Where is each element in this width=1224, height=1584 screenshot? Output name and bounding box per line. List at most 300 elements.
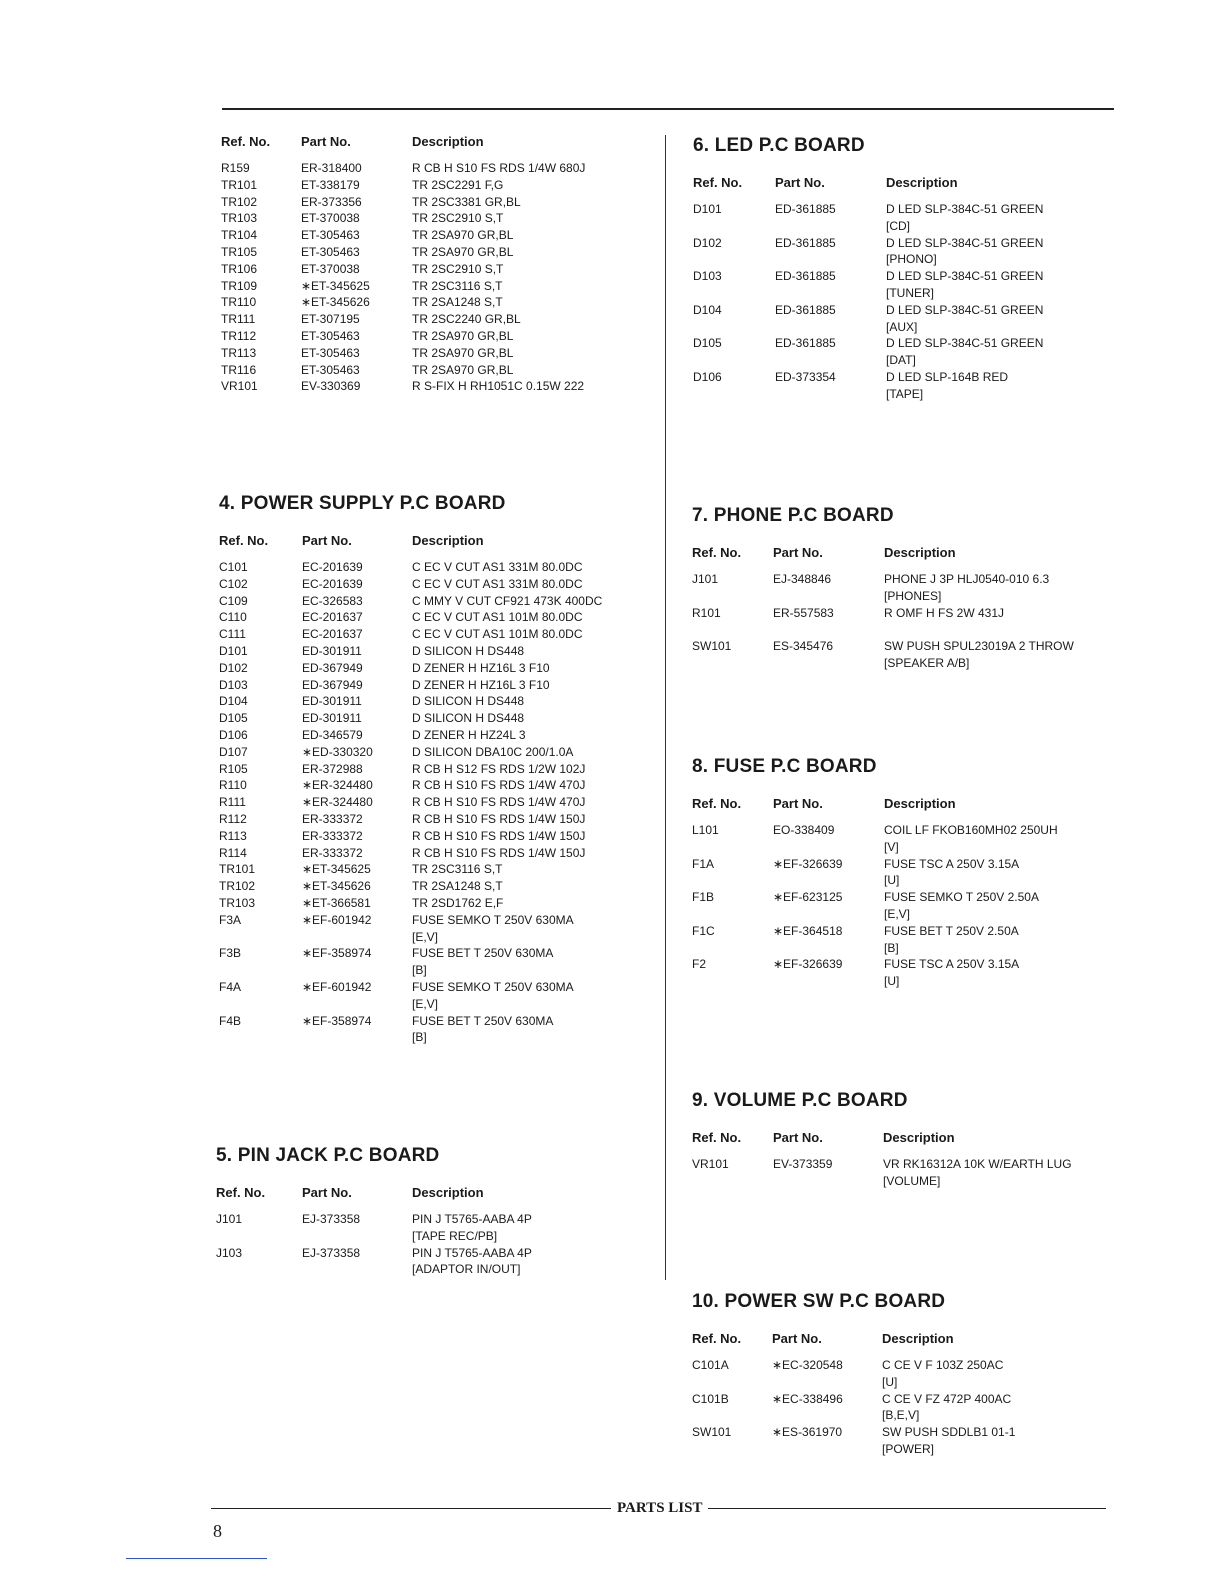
part-no: ∗EF-601942 <box>302 979 372 994</box>
part-no: ∗EF-326639 <box>773 957 843 972</box>
description <box>412 794 585 811</box>
part-no: ∗ET-345626 <box>302 879 371 894</box>
description-text: C EC V CUT AS1 101M 80.0DC <box>412 610 583 625</box>
description <box>412 345 513 362</box>
table-row <box>219 710 659 727</box>
description <box>412 895 503 912</box>
description-text: FUSE SEMKO T 250V 2.50A <box>884 890 1039 905</box>
part-no: ∗ER-324480 <box>302 795 373 810</box>
description <box>412 559 583 576</box>
description <box>412 227 513 244</box>
description-text: R CB H S10 FS RDS 1/4W 470J <box>412 778 586 793</box>
section-title: 10. POWER SW P.C BOARD <box>692 1291 946 1312</box>
section-title: 5. PIN JACK P.C BOARD <box>216 1145 440 1166</box>
table-row <box>219 727 659 744</box>
part-no: ED-361885 <box>775 202 836 216</box>
section-8-fuse <box>692 756 1132 990</box>
table-row <box>693 369 1133 403</box>
description-note: [DAT] <box>886 353 916 368</box>
part-no: EC-201639 <box>302 576 363 591</box>
ref-no: TR101 <box>219 862 256 877</box>
column-headers <box>221 134 661 152</box>
part-no: ∗ET-366581 <box>302 895 371 910</box>
description-note: [POWER] <box>882 1441 935 1456</box>
table-row <box>692 889 1132 923</box>
part-no: EV-330369 <box>301 379 361 394</box>
table-row <box>693 235 1133 269</box>
column-header-part: Part No. <box>301 134 351 149</box>
column-header-ref: Ref. No. <box>692 796 742 811</box>
description-text: D LED SLP-384C-51 GREEN <box>886 202 1044 216</box>
description-text: D LED SLP-384C-51 GREEN <box>886 336 1044 351</box>
ref-no: R112 <box>219 811 247 826</box>
ref-no: R113 <box>219 828 247 843</box>
description <box>884 923 1019 957</box>
description <box>412 294 503 311</box>
section-title: 7. PHONE P.C BOARD <box>692 505 894 526</box>
table-row <box>219 677 659 694</box>
description-note: [U] <box>884 974 900 989</box>
description-text: SW PUSH SPUL23019A 2 THROW <box>884 639 1074 654</box>
part-no: ∗EF-601942 <box>302 912 372 927</box>
description <box>412 744 573 761</box>
parts-table <box>692 1156 1132 1190</box>
part-no: ∗EC-338496 <box>772 1391 843 1406</box>
column-header-ref: Ref. No. <box>221 134 271 149</box>
description <box>884 889 1039 923</box>
ref-no: F4A <box>219 979 242 994</box>
part-no: EJ-373358 <box>302 1245 361 1260</box>
part-no: ET-305463 <box>301 228 360 243</box>
column-divider <box>665 135 666 1280</box>
table-row <box>219 794 659 811</box>
part-no: ED-367949 <box>302 660 363 675</box>
part-no: ED-361885 <box>775 302 836 317</box>
description <box>412 244 513 261</box>
description-text: TR 2SC3381 GR,BL <box>412 194 521 209</box>
ref-no: D104 <box>693 302 722 317</box>
ref-no: D102 <box>219 660 248 675</box>
description-text: FUSE TSC A 250V 3.15A <box>884 957 1020 972</box>
part-no: ED-301911 <box>302 643 362 658</box>
part-no: ER-333372 <box>302 828 363 843</box>
part-no: ER-372988 <box>302 761 363 776</box>
description-text: D LED SLP-164B RED <box>886 369 1009 384</box>
section-9-volume <box>692 1090 1132 1190</box>
description <box>884 571 1049 605</box>
description-note: [AUX] <box>886 319 918 334</box>
ref-no: C101B <box>692 1391 729 1406</box>
part-no: ER-333372 <box>302 811 363 826</box>
description <box>882 1391 1011 1425</box>
column-headers <box>692 1331 1132 1349</box>
description-text: D ZENER H HZ24L 3 <box>412 727 526 742</box>
description <box>882 1424 1015 1458</box>
description-text: PIN J T5765-AABA 4P <box>412 1245 532 1260</box>
ref-no: C101 <box>219 560 248 574</box>
description <box>886 335 1043 369</box>
section-title: 9. VOLUME P.C BOARD <box>692 1090 908 1111</box>
description <box>412 693 524 710</box>
table-row <box>221 378 661 395</box>
description <box>412 626 583 643</box>
description-text: D SILICON H DS448 <box>412 643 525 658</box>
ref-no: TR116 <box>221 362 257 377</box>
description-text: R CB H S10 FS RDS 1/4W 150J <box>412 811 586 826</box>
part-no: ∗ET-345626 <box>301 295 370 310</box>
ref-no: F2 <box>692 957 707 972</box>
column-headers <box>216 1185 656 1203</box>
table-row <box>692 1424 1132 1458</box>
ref-no: SW101 <box>692 1425 732 1440</box>
table-row <box>219 593 659 610</box>
part-no: ED-346579 <box>302 727 363 742</box>
part-no: ∗EC-320548 <box>772 1358 843 1372</box>
column-header-part: Part No. <box>773 796 823 811</box>
description-note: [CD] <box>886 218 910 233</box>
description <box>412 643 524 660</box>
ref-no: F3A <box>219 912 242 927</box>
description-text: FUSE BET T 250V 630MA <box>412 1013 554 1028</box>
table-row <box>219 660 659 677</box>
parts-table <box>216 1211 656 1278</box>
description <box>886 268 1043 302</box>
ref-no: SW101 <box>692 639 732 654</box>
description-text: C CE V FZ 472P 400AC <box>882 1391 1012 1406</box>
description-text: R CB H S10 FS RDS 1/4W 150J <box>412 845 586 860</box>
table-row <box>692 605 1132 639</box>
column-header-part: Part No. <box>773 545 823 560</box>
column-header-ref: Ref. No. <box>219 533 269 548</box>
description <box>412 1013 553 1047</box>
description <box>412 845 585 862</box>
ref-no: TR109 <box>221 278 258 293</box>
column-header-part: Part No. <box>775 175 825 190</box>
table-row <box>693 335 1133 369</box>
parts-table <box>221 160 661 395</box>
part-no: ∗ET-345625 <box>302 862 371 877</box>
ref-no: D102 <box>693 235 722 250</box>
description-note: [SPEAKER A/B] <box>884 655 970 670</box>
description <box>412 777 585 794</box>
table-row <box>221 160 661 177</box>
part-no: ED-373354 <box>775 369 836 384</box>
page-number: 8 <box>213 1521 222 1541</box>
part-no: ∗EF-364518 <box>773 923 843 938</box>
ref-no: F1B <box>692 890 715 905</box>
description-note: [B] <box>884 940 899 955</box>
description-note: [TAPE] <box>886 386 924 401</box>
table-row <box>219 861 659 878</box>
description <box>412 1211 532 1245</box>
section-title: 6. LED P.C BOARD <box>693 135 865 156</box>
column-headers <box>692 1130 1132 1148</box>
description-text: D LED SLP-384C-51 GREEN <box>886 302 1044 317</box>
description-note: [ADAPTOR IN/OUT] <box>412 1262 521 1277</box>
description-note: [PHONES] <box>884 588 942 603</box>
part-no: ET-305463 <box>301 362 360 377</box>
table-row <box>692 1357 1132 1391</box>
ref-no: TR113 <box>221 345 257 360</box>
description <box>412 861 502 878</box>
ref-no: C111 <box>219 627 246 642</box>
ref-no: R110 <box>219 778 247 793</box>
ref-no: F4B <box>219 1013 242 1028</box>
table-row <box>221 210 661 227</box>
description <box>882 1357 1003 1391</box>
description-text: TR 2SA970 GR,BL <box>412 362 514 377</box>
parts-table <box>693 201 1133 403</box>
description-text: FUSE BET T 250V 2.50A <box>884 923 1019 938</box>
column-header-desc: Description <box>883 1130 955 1145</box>
table-row <box>219 576 659 593</box>
footer-rule-left <box>211 1508 611 1509</box>
description-text: R OMF H FS 2W 431J <box>884 605 1005 620</box>
part-no: ET-305463 <box>301 244 360 259</box>
description <box>412 710 524 727</box>
description-text: TR 2SC2910 S,T <box>412 211 504 226</box>
ref-no: TR112 <box>221 328 257 343</box>
description <box>412 177 503 194</box>
description-text: R CB H S12 FS RDS 1/2W 102J <box>412 761 586 776</box>
description <box>412 828 585 845</box>
table-row <box>692 923 1132 957</box>
column-header-desc: Description <box>412 1185 484 1200</box>
ref-no: D107 <box>219 744 248 759</box>
ref-no: R114 <box>219 845 247 860</box>
scan-mark <box>126 1558 267 1559</box>
description-text: TR 2SC2240 GR,BL <box>412 312 521 327</box>
table-row <box>692 1156 1132 1190</box>
description <box>412 912 574 946</box>
table-row <box>692 571 1132 605</box>
table-row <box>221 362 661 379</box>
table-row <box>692 638 1132 672</box>
part-no: ET-370038 <box>301 211 360 226</box>
description <box>412 609 583 626</box>
table-row <box>221 294 661 311</box>
ref-no: TR102 <box>219 879 256 894</box>
table-row <box>219 643 659 660</box>
table-row <box>216 1211 656 1245</box>
parts-table <box>692 1357 1132 1458</box>
ref-no: D103 <box>693 269 722 284</box>
column-header-desc: Description <box>412 134 484 149</box>
table-row <box>219 912 659 946</box>
ref-no: C110 <box>219 610 247 625</box>
part-no: EV-373359 <box>773 1157 833 1171</box>
ref-no: TR110 <box>221 295 257 310</box>
description <box>412 811 585 828</box>
table-row <box>693 201 1133 235</box>
part-no: ∗ER-324480 <box>302 778 373 793</box>
table-row <box>219 559 659 576</box>
column-header-desc: Description <box>412 533 484 548</box>
table-row <box>219 777 659 794</box>
description <box>884 605 1004 622</box>
ref-no: F3B <box>219 946 242 961</box>
table-row <box>221 278 661 295</box>
ref-no: D103 <box>219 677 248 692</box>
part-no: ∗ET-345625 <box>301 278 370 293</box>
description <box>884 956 1019 990</box>
description-note: [E,V] <box>884 906 911 921</box>
description-text: D SILICON H DS448 <box>412 711 525 726</box>
part-no: ER-318400 <box>301 161 362 175</box>
section-10-power-sw <box>692 1291 1132 1458</box>
ref-no: TR105 <box>221 244 258 259</box>
description <box>412 761 585 778</box>
description-text: R S-FIX H RH1051C 0.15W 222 <box>412 379 585 394</box>
description-text: D SILICON H DS448 <box>412 694 525 709</box>
table-row <box>693 302 1133 336</box>
column-header-ref: Ref. No. <box>692 1130 742 1145</box>
table-row <box>219 761 659 778</box>
part-no: ∗ED-330320 <box>302 744 373 759</box>
ref-no: L101 <box>692 823 719 837</box>
description-note: [VOLUME] <box>883 1173 941 1188</box>
column-header-ref: Ref. No. <box>216 1185 266 1200</box>
ref-no: TR102 <box>221 194 258 209</box>
table-row <box>219 626 659 643</box>
description <box>884 856 1019 890</box>
ref-no: C101A <box>692 1358 729 1372</box>
column-headers <box>693 175 1133 193</box>
table-row <box>221 177 661 194</box>
description <box>412 878 503 895</box>
column-header-part: Part No. <box>772 1331 822 1346</box>
description <box>886 201 1043 235</box>
ref-no: D106 <box>219 727 248 742</box>
description-text: D SILICON DBA10C 200/1.0A <box>412 744 574 759</box>
description <box>884 638 1074 672</box>
description-text: SW PUSH SDDLB1 01-1 <box>882 1425 1016 1440</box>
part-no: ER-557583 <box>773 605 834 620</box>
footer-rule-right <box>708 1508 1106 1509</box>
description-note: [U] <box>884 873 900 888</box>
table-row <box>221 227 661 244</box>
part-no: ER-333372 <box>302 845 363 860</box>
ref-no: TR111 <box>221 312 256 327</box>
description-text: PHONE J 3P HLJ0540-010 6.3 <box>884 572 1050 586</box>
table-row <box>219 811 659 828</box>
column-headers <box>692 545 1132 563</box>
ref-no: R105 <box>219 761 248 776</box>
description <box>412 378 584 395</box>
description-note: [B,E,V] <box>882 1408 920 1423</box>
description <box>412 210 503 227</box>
ref-no: D105 <box>219 711 248 726</box>
section-title: 4. POWER SUPPLY P.C BOARD <box>219 493 506 514</box>
table-row <box>219 744 659 761</box>
section-title: 8. FUSE P.C BOARD <box>692 756 877 777</box>
section-3-continued <box>221 134 661 395</box>
table-row <box>219 845 659 862</box>
part-no: ED-361885 <box>775 269 836 284</box>
description-text: D ZENER H HZ16L 3 F10 <box>412 660 550 675</box>
description-text: FUSE BET T 250V 630MA <box>412 946 554 961</box>
part-no: ED-301911 <box>302 711 362 726</box>
description-note: [V] <box>884 839 899 854</box>
table-row <box>692 1391 1132 1425</box>
description <box>412 576 583 593</box>
description <box>412 979 574 1013</box>
description-text: D LED SLP-384C-51 GREEN <box>886 235 1044 250</box>
part-no: EC-326583 <box>302 593 363 608</box>
part-no: ∗ES-361970 <box>772 1425 843 1440</box>
description-text: FUSE TSC A 250V 3.15A <box>884 856 1020 871</box>
description <box>886 302 1043 336</box>
table-row <box>216 1245 656 1279</box>
description-note: [E,V] <box>412 996 439 1011</box>
part-no: ∗EF-623125 <box>773 890 843 905</box>
description-note: [PHONO] <box>886 252 937 267</box>
ref-no: F1C <box>692 923 715 938</box>
table-row <box>219 945 659 979</box>
ref-no: R159 <box>221 161 250 175</box>
description <box>412 1245 532 1279</box>
description <box>412 160 585 177</box>
part-no: ED-361885 <box>775 235 836 250</box>
table-row <box>221 244 661 261</box>
description-text: TR 2SC2910 S,T <box>412 261 504 276</box>
description <box>412 593 602 610</box>
description-text: FUSE SEMKO T 250V 630MA <box>412 979 574 994</box>
description-text: FUSE SEMKO T 250V 630MA <box>412 912 574 927</box>
part-no: ET-338179 <box>301 177 360 192</box>
part-no: ES-345476 <box>773 639 834 654</box>
table-row <box>692 822 1132 856</box>
ref-no: D105 <box>693 336 722 351</box>
description-note: [U] <box>882 1374 898 1389</box>
description <box>412 945 553 979</box>
description-text: PIN J T5765-AABA 4P <box>412 1212 532 1226</box>
description-text: TR 2SA1248 S,T <box>412 295 503 310</box>
column-header-desc: Description <box>884 545 956 560</box>
description <box>412 328 513 345</box>
description <box>412 660 550 677</box>
description-text: R CB H S10 FS RDS 1/4W 680J <box>412 161 586 175</box>
table-row <box>692 856 1132 890</box>
column-header-desc: Description <box>886 175 958 190</box>
part-no: ∗EF-358974 <box>302 946 372 961</box>
table-row <box>221 311 661 328</box>
description <box>886 369 1008 403</box>
ref-no: TR103 <box>221 211 258 226</box>
description <box>412 261 503 278</box>
description-text: TR 2SA1248 S,T <box>412 879 503 894</box>
part-no: EC-201637 <box>302 610 363 625</box>
ref-no: C102 <box>219 576 248 591</box>
description-text: TR 2SA970 GR,BL <box>412 228 514 243</box>
description-text: TR 2SA970 GR,BL <box>412 345 514 360</box>
table-row <box>221 261 661 278</box>
part-no: ET-307195 <box>301 312 360 327</box>
description <box>884 822 1058 856</box>
column-header-part: Part No. <box>302 1185 352 1200</box>
part-no: EC-201637 <box>302 627 363 642</box>
table-row <box>219 878 659 895</box>
description-note: [B] <box>412 1030 427 1045</box>
ref-no: D106 <box>693 369 722 384</box>
part-no: EO-338409 <box>773 823 835 837</box>
table-row <box>221 345 661 362</box>
column-header-part: Part No. <box>773 1130 823 1145</box>
description-text: COIL LF FKOB160MH02 250UH <box>884 823 1058 837</box>
ref-no: D104 <box>219 694 248 709</box>
table-row <box>219 1013 659 1047</box>
ref-no: J101 <box>692 572 719 586</box>
